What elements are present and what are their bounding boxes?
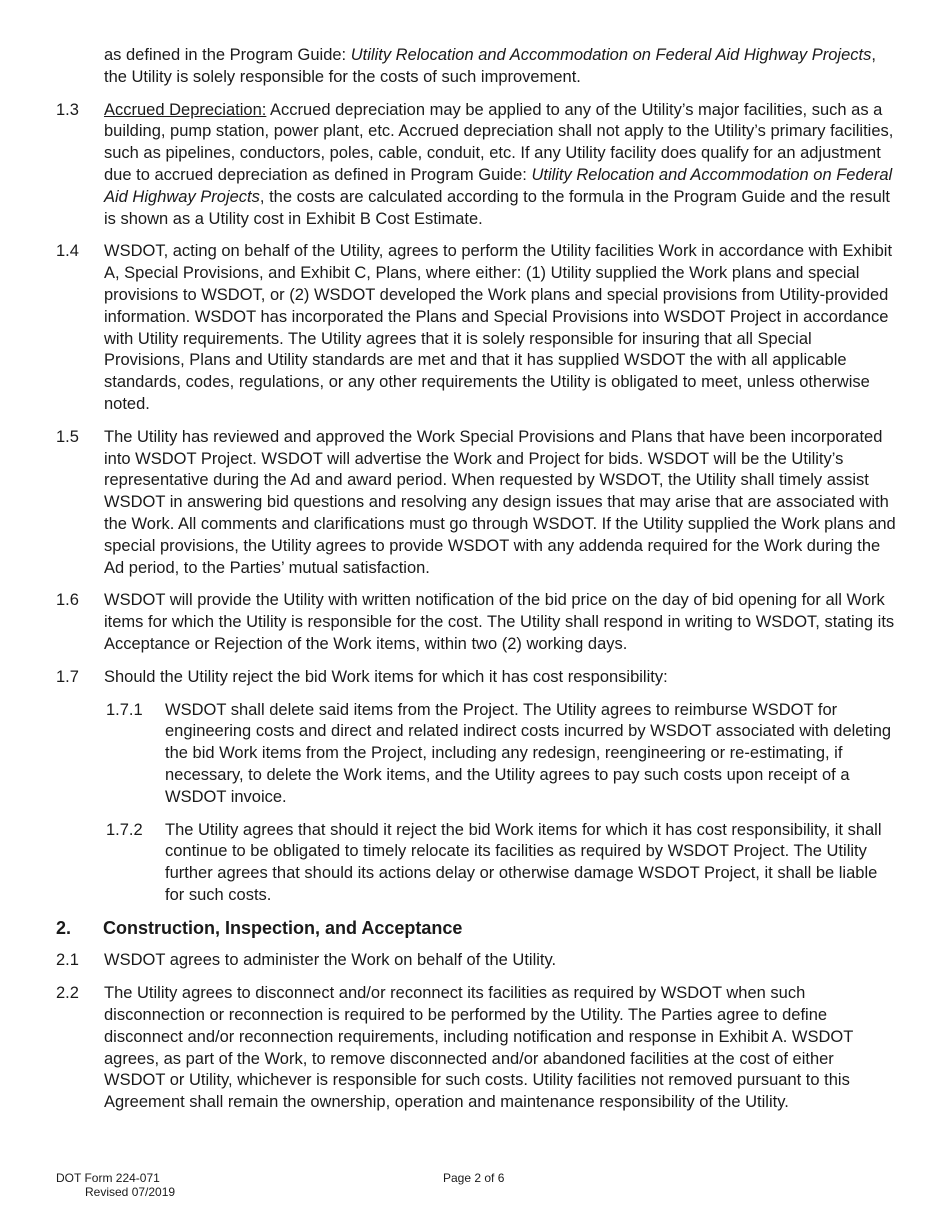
clause-number: 2.1	[56, 951, 79, 970]
clause-1-3	[56, 100, 896, 231]
subclause-text: WSDOT shall delete said items from the Project. The Utility agrees to reimburse WSDOT for engineering costs and direct and related indirect costs incurred by WSDOT associated with deleting the bid Work items from the Project, including any redesign, reengineering or re-estimating, if necessary, to delete the Work items, and the Utility agrees to pay such costs upon receipt of a WSDOT invoice.	[165, 700, 892, 806]
clause-number: 1.5	[56, 427, 79, 446]
page-number: Page 2 of 6	[443, 1171, 505, 1185]
subclause-text: The Utility agrees that should it reject the bid Work items for which it has cost responsibility, it shall continue to be obligated to timely relocate its facilities as required by WSDOT Project. The Utility further agrees that should its actions delay or otherwise damage WSDOT Project, it shall be liable for such costs.	[165, 820, 882, 904]
continued-paragraph: as defined in the Program Guide: Utility Relocation and Accommodation on Federal Aid Highway Projects, the Utility is solely responsible for the costs of such improvement.	[104, 46, 876, 86]
section-number: 2.	[56, 917, 72, 938]
clause-text: Accrued Depreciation: Accrued depreciation may be applied to any of the Utility’s major facilities, such as a building, pump station, power plant, etc. Accrued depreciation shall not apply to the Utility’s primary facilities, such as pipelines, conductors, poles, cable, conduit, etc. If any Utility facility does qualify for an adjustment due to accrued depreciation as defined in Program Guide: Utility Relocation and Accommodation on Federal Aid Highway Projects, the costs are calculated according to the formula in the Program Guide and the result is shown as a Utility cost in Exhibit B Cost Estimate.	[104, 100, 894, 228]
section-2-heading	[56, 918, 896, 940]
clause-text: WSDOT, acting on behalf of the Utility, agrees to perform the Utility facilities Work in accordance with Exhibit A, Special Provisions, and Exhibit C, Plans, where either: (1) Utility supplied the Work plans and special provisions to WSDOT, or (2) WSDOT developed the Work plans and special provisions from Utility-provided information. WSDOT has incorporated the Plans and Special Provisions into WSDOT Project in accordance with Utility requirements. The Utility agrees that it is solely responsible for insuring that all Special Provisions, Plans and Utility standards are met and that it has supplied WSDOT the with all applicable standards, codes, regulations, or any other requirements the Utility is obligated to meet, unless otherwise noted.	[104, 242, 893, 413]
clause-number: 1.6	[56, 591, 79, 610]
clause-number: 1.3	[56, 100, 79, 119]
clause-text: The Utility agrees to disconnect and/or reconnect its facilities as required by WSDOT when such disconnection or reconnection is required to be performed by the Utility. The Parties agree to define disconnect and/or reconnection requirements, including notification and response in Exhibit A. WSDOT agrees, as part of the Work, to remove disconnected and/or abandoned facilities at the cost of either WSDOT or Utility, whichever is responsible for such costs. Utility facilities not removed pursuant to this Agreement shall remain the ownership, operation and maintenance responsibility of the Utility.	[104, 984, 854, 1112]
subclause-number: 1.7.1	[106, 700, 143, 719]
clause-number: 2.2	[56, 984, 79, 1003]
clause-1-5	[56, 427, 896, 580]
clause-number: 1.7	[56, 667, 79, 686]
clause-1-4	[56, 241, 896, 415]
clause-1-6	[56, 590, 896, 655]
section-title: Construction, Inspection, and Acceptance	[103, 917, 463, 938]
form-footer	[56, 1171, 175, 1199]
clause-number: 1.4	[56, 242, 79, 261]
clause-title: Accrued Depreciation:	[104, 100, 267, 119]
clause-text: WSDOT agrees to administer the Work on behalf of the Utility.	[104, 951, 557, 970]
clause-text: The Utility has reviewed and approved the Work Special Provisions and Plans that have been incorporated into WSDOT Project. WSDOT will advertise the Work and Project for bids. WSDOT will be the Utility’s representative during the Ad and award period. When requested by WSDOT, the Utility shall timely assist WSDOT in answering bid questions and resolving any design issues that may arise that are associated with the Work. All comments and clarifications must go through WSDOT. If the Utility supplied the Work plans and special provisions, the Utility agrees to provide WSDOT with any addenda required for the Work during the Ad period, to the Parties’ mutual satisfaction.	[104, 427, 896, 577]
subclause-number: 1.7.2	[106, 820, 143, 839]
clause-text: Should the Utility reject the bid Work items for which it has cost responsibility:	[104, 667, 668, 686]
clause-1-7-2	[106, 820, 896, 907]
form-number: DOT Form 224-071	[56, 1171, 160, 1185]
clause-1-7-1	[106, 700, 896, 809]
program-guide-title: Utility Relocation and Accommodation on Federal Aid Highway Projects	[104, 165, 893, 206]
clause-2-1	[56, 950, 896, 972]
document-body	[56, 45, 896, 1125]
clause-2-2	[56, 983, 896, 1114]
program-guide-title: Utility Relocation and Accommodation on Federal Aid Highway Projects	[350, 46, 872, 64]
clause-1-7	[56, 667, 896, 689]
revision-date: Revised 07/2019	[85, 1185, 176, 1199]
clause-text: WSDOT will provide the Utility with written notification of the bid price on the day of bid opening for all Work items for which the Utility is responsible for the cost. The Utility shall respond in writing to WSDOT, stating its Acceptance or Rejection of the Work items, within two (2) working days.	[104, 591, 895, 653]
